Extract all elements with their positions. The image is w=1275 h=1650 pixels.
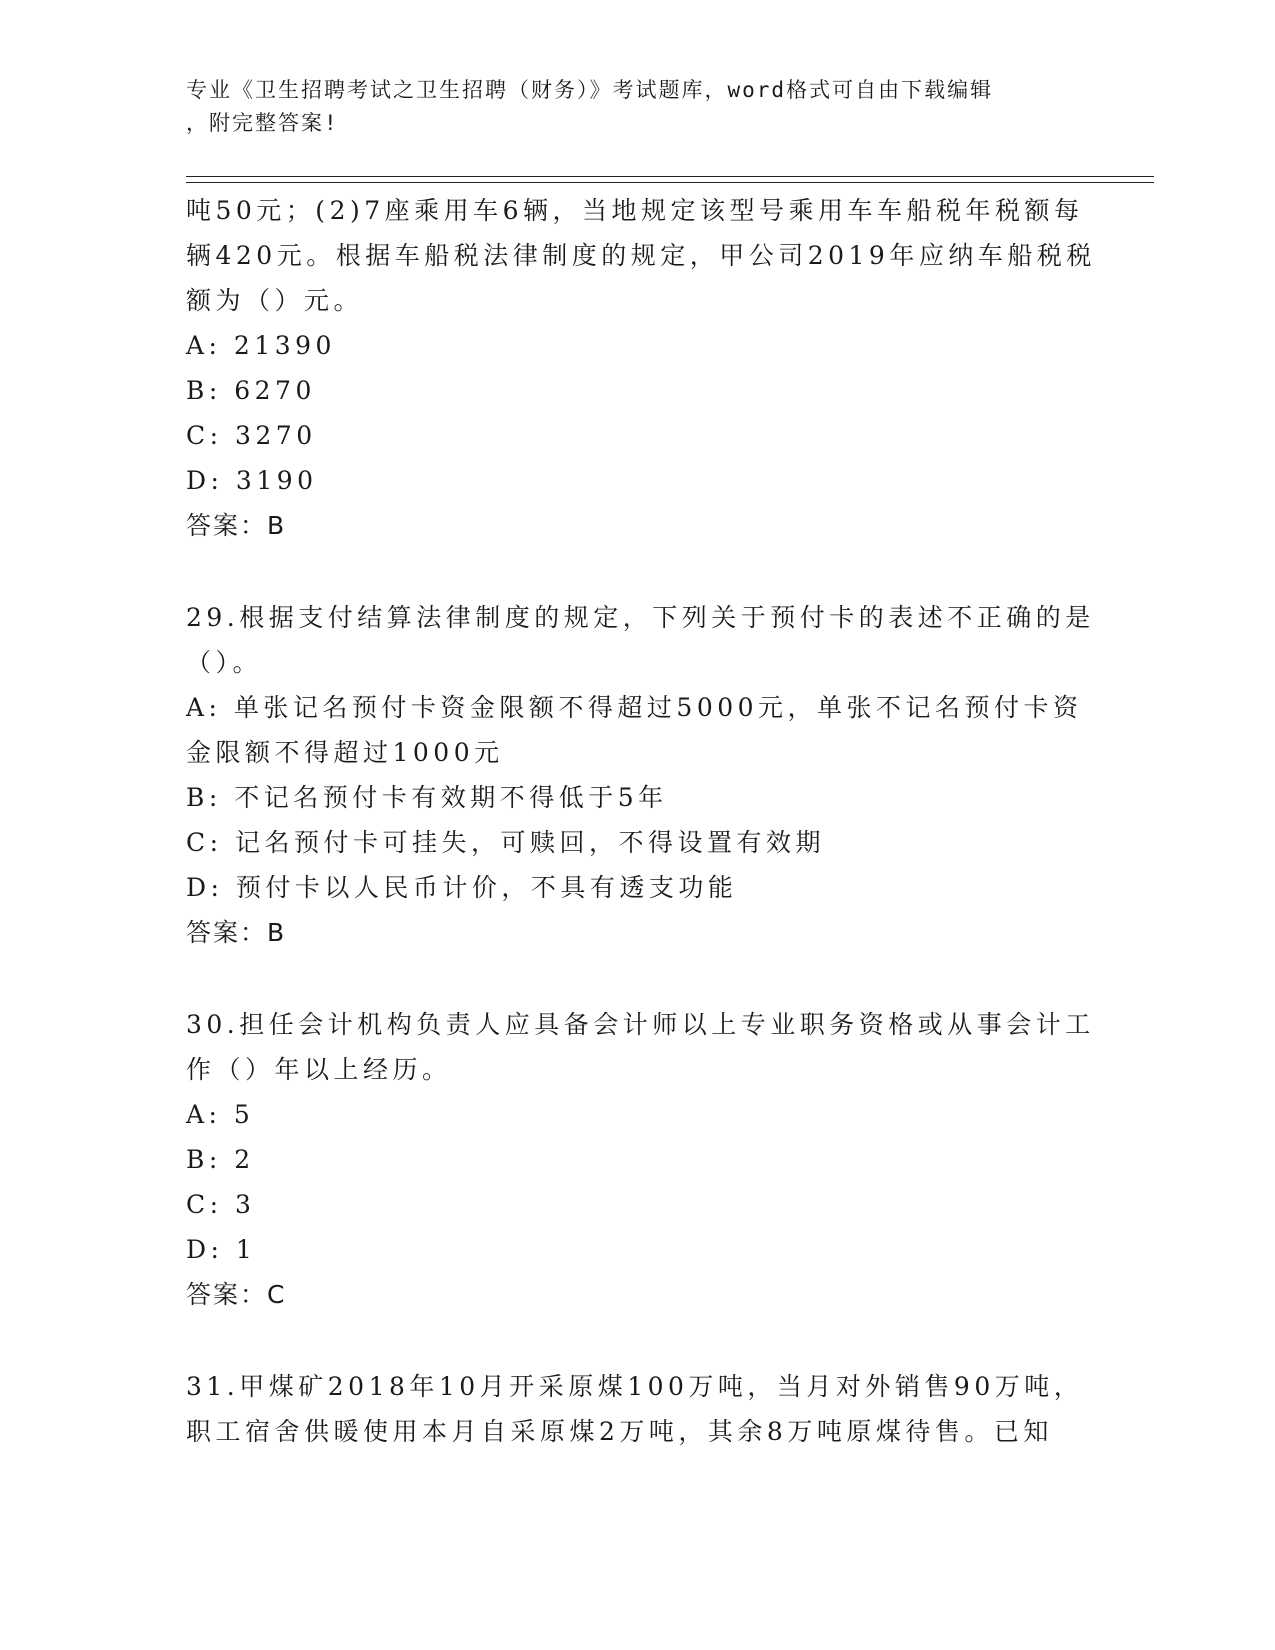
option-d: D: 预付卡以人民币计价，不具有透支功能 <box>186 873 738 902</box>
option-a: A: 单张记名预付卡资金限额不得超过5000元，单张不记名预付卡资 <box>186 693 1083 722</box>
question-text-line: 31.甲煤矿2018年10月开采原煤100万吨，当月对外销售90万吨， <box>186 1372 1084 1401</box>
option-c: C: 3270 <box>186 421 317 450</box>
option-b: B: 不记名预付卡有效期不得低于5年 <box>186 783 668 812</box>
question-text-line: 作（）年以上经历。 <box>186 1055 452 1084</box>
option-a: A: 21390 <box>186 331 336 360</box>
header-line-1: 专业《卫生招聘考试之卫生招聘（财务）》考试题库，word格式可自由下载编辑 <box>186 78 994 102</box>
option-c: C: 3 <box>186 1190 256 1219</box>
option-a: A: 5 <box>186 1100 255 1129</box>
header-line-2: ，附完整答案! <box>186 111 339 135</box>
question-29 <box>186 595 1095 955</box>
question-text-line: 吨50元；(2)7座乘用车6辆，当地规定该型号乘用车车船税年税额每 <box>186 196 1084 225</box>
option-d: D: 1 <box>186 1235 257 1264</box>
question-text-line: （）。 <box>186 648 263 677</box>
document-body <box>186 188 1096 1454</box>
question-text-line: 29.根据支付结算法律制度的规定，下列关于预付卡的表述不正确的是 <box>186 603 1095 632</box>
question-text-line: 30.担任会计机构负责人应具备会计师以上专业职务资格或从事会计工 <box>186 1010 1095 1039</box>
answer-line: 答案：B <box>186 918 287 947</box>
option-c: C: 记名预付卡可挂失，可赎回，不得设置有效期 <box>186 828 825 857</box>
option-d: D: 3190 <box>186 466 318 495</box>
answer-line: 答案：C <box>186 1280 287 1309</box>
question-text-line: 辆420元。根据车船税法律制度的规定，甲公司2019年应纳车船税税 <box>186 241 1096 270</box>
question-text-line: 职工宿舍供暖使用本月自采原煤2万吨，其余8万吨原煤待售。已知 <box>186 1417 1053 1446</box>
option-b: B: 6270 <box>186 376 316 405</box>
document-header <box>186 74 1066 140</box>
answer-line: 答案：B <box>186 511 287 540</box>
header-rule-top <box>186 176 1154 177</box>
question-28 <box>186 188 1096 548</box>
question-30 <box>186 1002 1095 1317</box>
header-rule-bottom <box>186 182 1154 183</box>
option-a-continued: 金限额不得超过1000元 <box>186 738 504 767</box>
option-b: B: 2 <box>186 1145 255 1174</box>
question-31 <box>186 1364 1084 1454</box>
question-text-line: 额为（）元。 <box>186 286 364 315</box>
